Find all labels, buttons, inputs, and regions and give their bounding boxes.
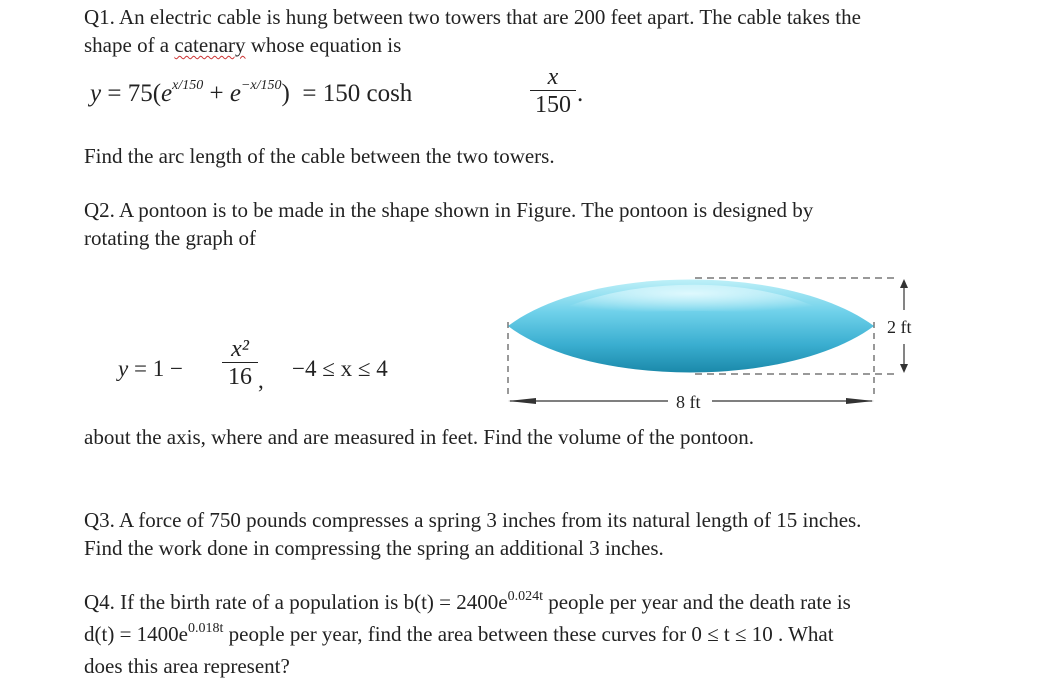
eq-close: ) xyxy=(281,80,290,107)
catenary-word: catenary xyxy=(174,33,246,57)
eq-exp2: −x/150 xyxy=(240,78,282,93)
eq-y: y xyxy=(90,80,102,107)
frac2-numerator: x² xyxy=(231,336,249,362)
q1-line1: Q1. An electric cable is hung between two towers that are 200 feet apart. The cable takes the xyxy=(84,5,861,29)
frac-numerator: x xyxy=(547,64,559,90)
pontoon-equation xyxy=(118,356,183,382)
eq-plus: + xyxy=(203,80,230,107)
q2-after: about the axis, where and are measured in feet. Find the volume of the pontoon. xyxy=(84,425,755,449)
width-label: 8 ft xyxy=(676,392,701,412)
q3-paragraph xyxy=(84,506,861,562)
q2-line2: rotating the graph of xyxy=(84,226,257,250)
eq-e2: e xyxy=(229,80,241,107)
q4-l3: does this area represent? xyxy=(84,654,290,678)
catenary-fraction xyxy=(530,64,576,119)
height-arrowhead-bottom xyxy=(900,364,908,373)
q4-l2a: d(t) = 1400e xyxy=(84,622,188,646)
height-label: 2 ft xyxy=(887,317,912,337)
eq2-rhs: = 1 − xyxy=(133,356,183,381)
q1-line2-pre: shape of a xyxy=(84,33,175,57)
eq2-y: y xyxy=(118,356,129,381)
eq-period: . xyxy=(577,80,584,107)
q4-l2-sup: 0.018t xyxy=(188,621,224,636)
eq2-comma: , xyxy=(258,368,264,393)
q3-line1: Q3. A force of 750 pounds compresses a spring 3 inches from its natural length of 15 inches. xyxy=(84,508,862,532)
eq-equals: = xyxy=(107,80,122,107)
frac2-denominator: 16 xyxy=(228,364,252,390)
frac-denominator: 150 xyxy=(535,92,571,118)
q4-l1b: people per year and the death rate is xyxy=(542,590,851,614)
q1-paragraph xyxy=(84,3,861,59)
width-arrowhead-right xyxy=(846,398,874,404)
eq-e1: e xyxy=(161,80,173,107)
q1-line2-post: whose equation is xyxy=(245,33,402,57)
eq2-domain: −4 ≤ x ≤ 4 xyxy=(292,356,388,381)
width-arrowhead-left xyxy=(508,398,536,404)
q4-l2b: people per year, find the area between these curves for 0 ≤ t ≤ 10 . What xyxy=(223,622,834,646)
catenary-equation xyxy=(90,80,412,108)
q3-line2: Find the work done in compressing the spring an additional 3 inches. xyxy=(84,536,664,560)
eq-coef: 75( xyxy=(127,80,162,107)
q4-l1-sup: 0.024t xyxy=(507,589,543,604)
pontoon-figure xyxy=(500,268,930,418)
height-arrowhead-top xyxy=(900,279,908,288)
q4-l1a: Q4. If the birth rate of a population is b(t) = 2400e xyxy=(84,590,508,614)
q4-paragraph xyxy=(84,588,851,680)
q1-find: Find the arc length of the cable between the two towers. xyxy=(84,144,555,168)
q2-line1: Q2. A pontoon is to be made in the shape shown in Figure. The pontoon is designed by xyxy=(84,198,814,222)
pontoon-fraction xyxy=(222,336,258,391)
q2-paragraph xyxy=(84,196,813,252)
eq-equals-2: = xyxy=(302,80,317,107)
eq-exp1: x/150 xyxy=(172,78,204,93)
eq-cosh: 150 cosh xyxy=(322,80,413,107)
